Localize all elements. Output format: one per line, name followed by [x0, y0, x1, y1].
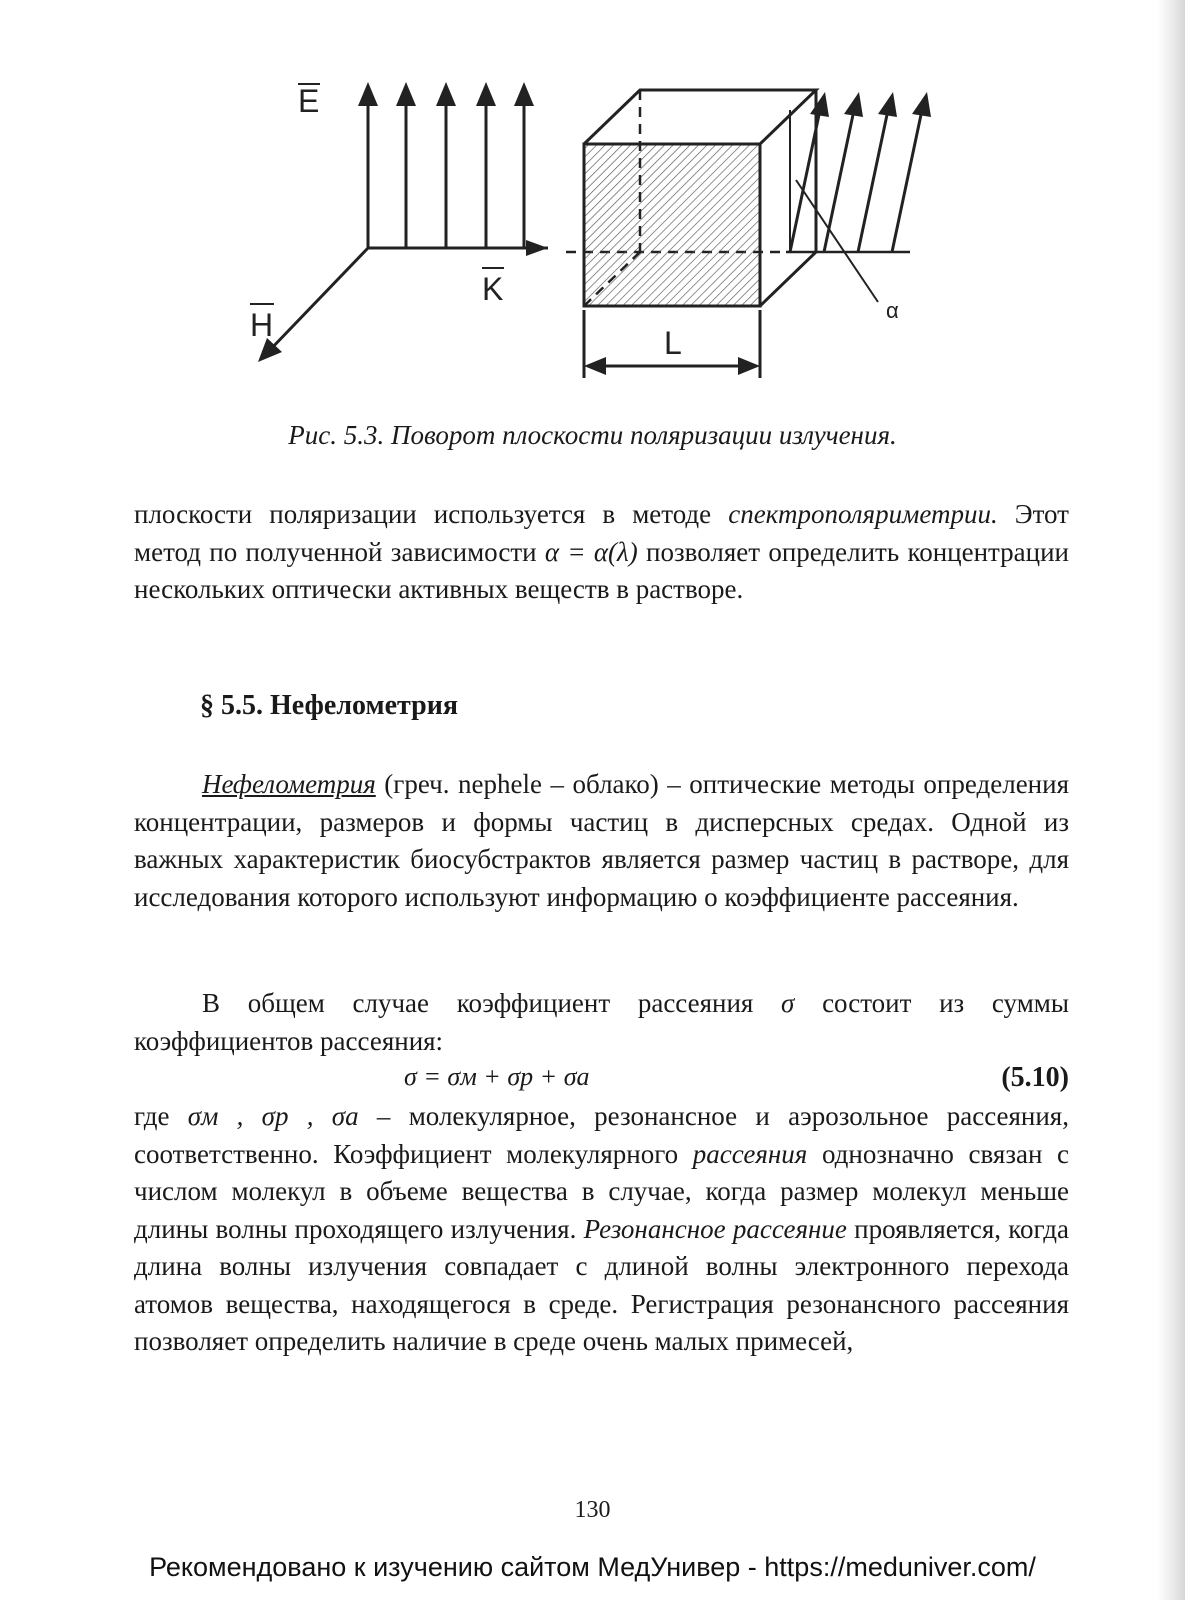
- k-label: K: [482, 271, 504, 307]
- alpha-pointer: [796, 180, 878, 302]
- h-label: H: [250, 307, 274, 343]
- symbol-sigma: σ: [781, 988, 795, 1018]
- figure-caption: Рис. 5.3. Поворот плоскости поляризации излучения.: [288, 420, 897, 450]
- equation-formula: σ = σм + σр + σа: [404, 1062, 590, 1091]
- equation-number: (5.10): [1001, 1062, 1069, 1093]
- inline-formula-alpha: α = α(λ): [544, 536, 638, 567]
- equation-5-10: [134, 1062, 1069, 1102]
- paragraph-spectropolarimetry: плоскости поляризации используется в методе спектрополяриметрии. Этот метод по полученной зависимости α = α(λ) позволяет определить концентрации нескольких оптически активных веществ в растворе.: [134, 499, 1069, 604]
- polarization-rotation-figure: [230, 70, 950, 400]
- term-resonance-scattering: Резонансное рассеяние: [583, 1213, 847, 1244]
- e-label: E: [298, 83, 320, 119]
- footer-recommendation: Рекомендовано к изучению сайтом МедУнивер - https://meduniver.com/: [149, 1552, 1036, 1582]
- length-arrowhead-right: [738, 357, 760, 375]
- k-axis-arrowhead: [526, 240, 548, 256]
- e-vectors: [358, 82, 534, 248]
- alpha-label: α: [886, 298, 899, 323]
- paragraph-scattering-types: где σм , σр , σа – молекулярное, резонансное и аэрозольное рассеяния, соответственно. Коэффициент молекулярного рассеяния однозначно связан с числом молекул в объеме вещества в случае, когда размер молекул меньше длины волны проходящего излучения. Резонансное рассеяние проявляется, когда длина волны излучения совпадает с длиной волны электронного перехода атомов вещества, находящегося в среде. Регистрация резонансного рассеяния позволяет определить наличие в среде очень малых примесей,: [134, 1101, 1070, 1356]
- polarization-diagram: [230, 70, 950, 400]
- section-heading: § 5.5. Нефелометрия: [200, 690, 458, 721]
- term-spectropolarimetry: спектрополяриметрии.: [728, 499, 998, 529]
- length-label: L: [664, 325, 682, 361]
- paragraph-scattering-sum: В общем случае коэффициент рассеяния σ состоит из суммы коэффициентов рассеяния:: [134, 988, 1070, 1056]
- term-nephelometry: Нефелометрия: [202, 769, 376, 799]
- rotated-e-vectors: [790, 92, 931, 252]
- sample-cube-top: [584, 90, 816, 144]
- h-axis: [268, 248, 368, 352]
- page-edge-shadow: [1157, 0, 1185, 1600]
- paragraph-nephelometry-definition: Нефелометрия (греч. nephele – облако) – оптические методы определения концентрации, размеров и формы частиц в дисперсных средах. Одной из важных характеристик биосубстрактов является размер частиц в растворе, для исследования которого используют информацию о коэффициенте рассеяния.: [134, 769, 1069, 912]
- length-arrowhead-left: [584, 357, 606, 375]
- page-number: 130: [574, 1497, 611, 1523]
- term-scattering: рассеяния: [692, 1138, 808, 1169]
- scattering-symbols: σм , σр , σа: [187, 1101, 359, 1131]
